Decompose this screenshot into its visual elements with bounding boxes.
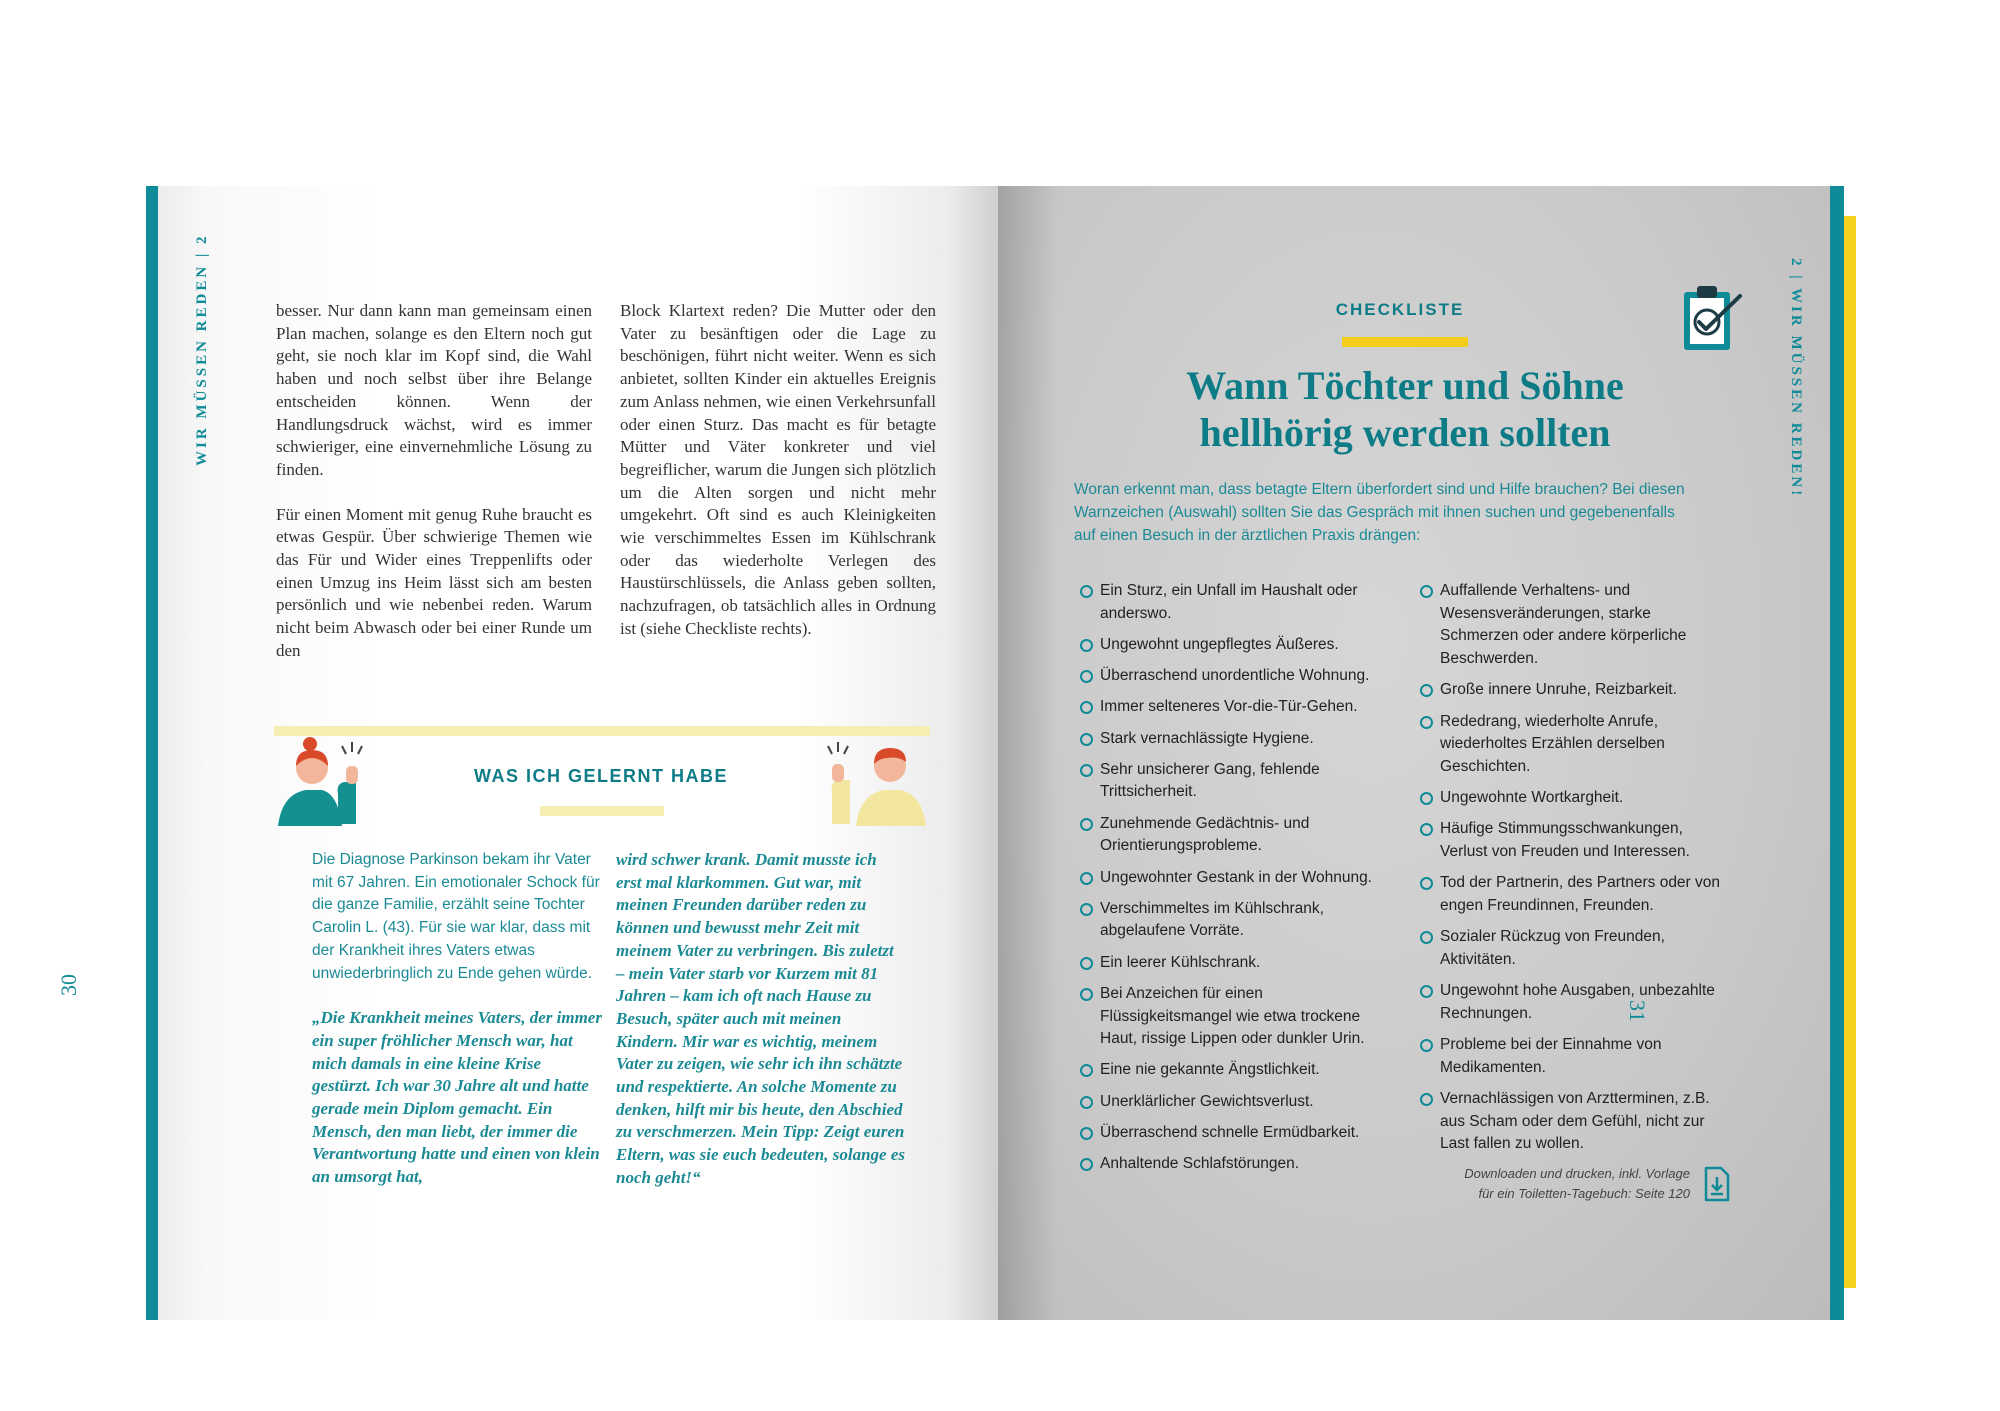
right-page-yellow-edge (1844, 216, 1856, 1288)
list-item: Ein Sturz, ein Unfall im Haushalt oder anderswo. (1080, 580, 1380, 625)
checklist-label: CHECKLISTE (1335, 300, 1465, 319)
list-item: Vernachlässigen von Arztterminen, z.B. aus Scham oder dem Gefühl, nicht zur Last fallen zu wollen. (1420, 1088, 1720, 1156)
list-item: Eine nie gekannte Ängstlichkeit. (1080, 1059, 1380, 1082)
download-note-line-2: für ein Toiletten-Tagebuch: Seite 120 (1478, 1186, 1690, 1201)
learned-quote-part-1: „Die Krankheit meines Vaters, der immer ein super fröhlicher Mensch war, hat mich damals in eine kleine Krise gestürzt. Ich war 30 Jahre alt und hatte gerade mein Diplom gemacht. Ein Mensch, den man liebt, der immer die Verantwortung hatte und einen von klein an umsorgt hat, (312, 1008, 602, 1187)
right-cover-edge (1830, 186, 1844, 1320)
list-item: Sehr unsicherer Gang, fehlende Trittsicherheit. (1080, 759, 1380, 804)
list-item: Probleme bei der Einnahme von Medikamenten. (1420, 1034, 1720, 1079)
list-item: Große innere Unruhe, Reizbarkeit. (1420, 679, 1720, 702)
left-body-column-2 (620, 300, 936, 663)
list-item: Zunehmende Gedächtnis- und Orientierungsprobleme. (1080, 813, 1380, 858)
body-paragraph: besser. Nur dann kann man gemeinsam einen Plan machen, solange es den Eltern noch gut geht, sie noch klar im Kopf sind, die Wahl haben und noch selbst über ihre Belange entscheiden können. Wenn der Handlungsdruck wächst, wird es immer schwieriger, eine einvernehmliche Lösung zu finden. (276, 301, 592, 479)
list-item: Verschimmeltes im Kühlschrank, abgelaufene Vorräte. (1080, 898, 1380, 943)
left-running-head: WIR MÜSSEN REDEN | 2 (194, 233, 210, 466)
list-item: Tod der Partnerin, des Partners oder von engen Freundinnen, Freunden. (1420, 872, 1720, 917)
man-thumbs-up-illustration (818, 736, 928, 826)
list-item: Stark vernachlässigte Hygiene. (1080, 728, 1380, 751)
learned-title-underline (540, 806, 664, 816)
list-item: Ungewohnt ungepflegtes Äußeres. (1080, 634, 1380, 657)
download-icon (1704, 1166, 1730, 1202)
page-number-left: 30 (56, 974, 81, 996)
download-note (1420, 1164, 1690, 1204)
list-item: Sozialer Rückzug von Freunden, Aktivitäten. (1420, 926, 1720, 971)
list-item: Häufige Stimmungsschwankungen, Verlust von Freuden und Interessen. (1420, 818, 1720, 863)
list-item: Rededrang, wiederholte Anrufe, wiederholtes Erzählen derselben Geschichten. (1420, 711, 1720, 779)
body-paragraph: Für einen Moment mit genug Ruhe braucht es etwas Gespür. Über schwierige Themen wie das Für und Wider eines Treppenlifts oder einen Umzug ins Heim lässt sich am besten persönlich und wie nebenbei reden. Warum nicht beim Abwasch oder bei einer Runde um den (276, 504, 592, 660)
page-title: Wann Töchter und Söhne hellhörig werden sollten (1186, 363, 1624, 455)
list-item: Immer selteneres Vor-die-Tür-Gehen. (1080, 696, 1380, 719)
body-paragraph: Block Klartext reden? Die Mutter oder den Vater zu besänftigen oder die Lage zu beschönigen, führt nicht weiter. Wenn es sich anbietet, sollten Kinder ein aktuelles Ereignis zum Anlass nehmen, wie einen Verkehrsunfall oder einen Sturz. Das macht es für betagte Mütter und Väter konkreter und viel begreiflicher, warum die Jungen sich plötzlich um die Alten sorgen und nicht mehr umgekehrt. Oft sind es auch Kleinigkeiten wie verschimmeltes Essen im Kühlschrank oder das wiederholte Verlegen des Haustürschlüssels, die Anlass geben sollten, nachzufragen, ob tatsächlich alles in Ordnung ist (siehe Checkliste rechts). (620, 301, 936, 638)
learned-box-top-band (274, 726, 930, 736)
list-item: Ungewohnter Gestank in der Wohnung. (1080, 867, 1380, 890)
clipboard-check-icon (1680, 282, 1744, 354)
learned-column-1 (312, 849, 602, 1211)
page-number-right: 31 (1625, 1000, 1650, 1022)
download-note-line-1: Downloaden und drucken, inkl. Vorlage (1464, 1166, 1690, 1181)
list-item: Ein leerer Kühlschrank. (1080, 952, 1380, 975)
list-item: Bei Anzeichen für einen Flüssigkeitsmangel wie etwa trockene Haut, rissige Lippen oder dunkler Urin. (1080, 983, 1380, 1051)
checklist-right (1420, 580, 1720, 1164)
checklist-left (1080, 580, 1380, 1184)
right-running-head: 2 | WIR MÜSSEN REDEN! (1788, 258, 1804, 499)
left-body-column-1 (276, 300, 592, 685)
checklist-label-underline (1342, 337, 1468, 347)
left-cover-edge (146, 186, 158, 1320)
learned-box-title: WAS ICH GELERNT HABE (473, 766, 728, 786)
list-item: Unerklärlicher Gewichtsverlust. (1080, 1091, 1380, 1114)
learned-intro: Die Diagnose Parkinson bekam ihr Vater mit 67 Jahren. Ein emotionaler Schock für die ganze Familie, erzählt seine Tochter Carolin L. (43). Für sie war klar, dass mit der Krankheit ihres Vaters etwas unwiederbringlich zu Ende gehen würde. (312, 851, 600, 982)
list-item: Überraschend schnelle Ermüdbarkeit. (1080, 1122, 1380, 1145)
learned-quote-part-2: wird schwer krank. Damit musste ich erst mal klarkommen. Gut war, mit meinen Freunden darüber reden zu können und bewusst mehr Zeit mit meinem Vater zu verbringen. Bis zuletzt – mein Vater starb vor Kurzem mit 81 Jahren – kam ich oft nach Hause zu Besuch, später auch mit meinen Kindern. Mir war es wichtig, meinem Vater zu zeigen, wie sehr ich ihn schätzte und respektierte. An solche Momente zu denken, hilft mir bis heute, den Abschied zu verschmerzen. Mein Tipp: Zeigt euren Eltern, was sie euch bedeuten, solange es noch geht!“ (616, 850, 906, 1187)
list-item: Anhaltende Schlafstörungen. (1080, 1153, 1380, 1176)
list-item: Ungewohnte Wortkargheit. (1420, 787, 1720, 810)
list-item: Ungewohnt hohe Ausgaben, unbezahlte Rechnungen. (1420, 980, 1720, 1025)
list-item: Auffallende Verhaltens- und Wesensveränderungen, starke Schmerzen oder andere körperliche Beschwerden. (1420, 580, 1720, 671)
learned-column-2 (616, 849, 906, 1212)
woman-thumbs-up-illustration (276, 736, 386, 826)
list-item: Überraschend unordentliche Wohnung. (1080, 665, 1380, 688)
checklist-intro: Woran erkennt man, dass betagte Eltern überfordert sind und Hilfe brauchen? Bei diesen Warnzeichen (Auswahl) sollten Sie das Gespräch mit ihnen suchen und gegebenenfalls auf einen Besuch in der ärztlichen Praxis drängen: (1074, 481, 1685, 544)
